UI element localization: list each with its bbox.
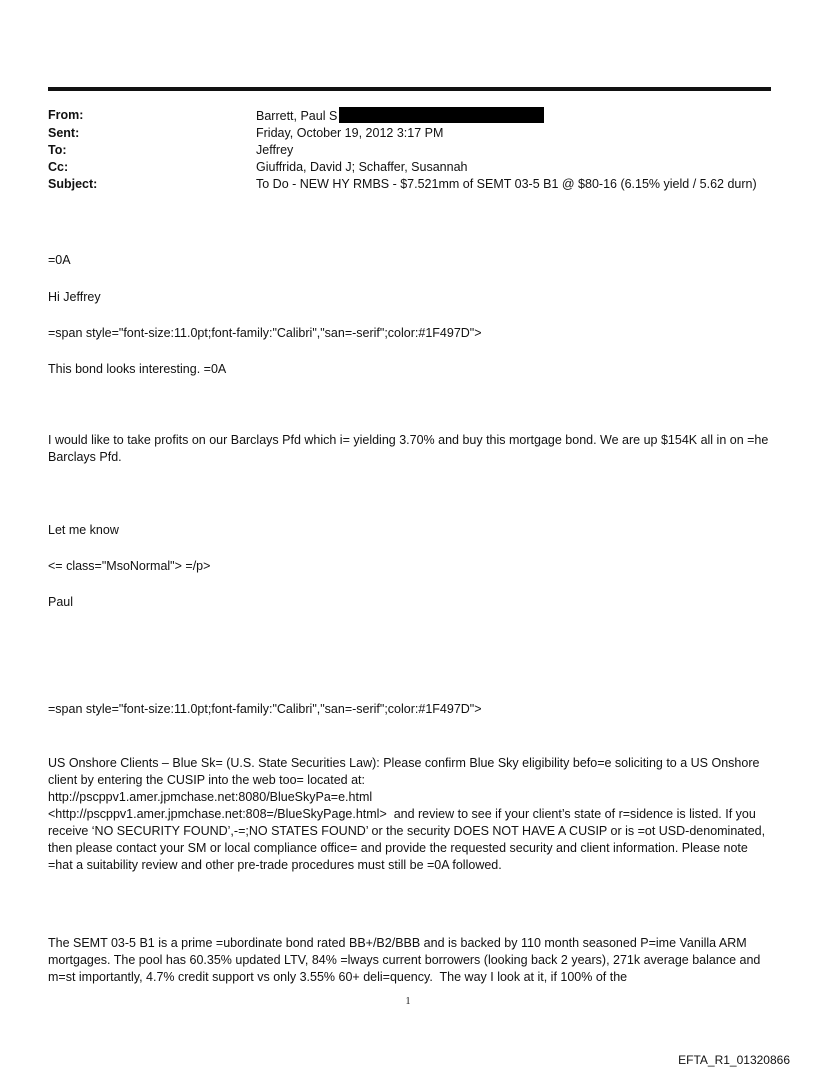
header-divider bbox=[48, 87, 771, 91]
subject-value: To Do - NEW HY RMBS - $7.521mm of SEMT 03-5 B1 @ $80-16 (6.15% yield / 5.62 durn) bbox=[256, 177, 757, 191]
email-header bbox=[48, 107, 768, 193]
body-paragraph: The SEMT 03-5 B1 is a prime =ubordinate bond rated BB+/B2/BBB and is backed by 110 month seasoned P=ime Vanilla ARM mortgages. The pool has 60.35% updated LTV, 84% =lways current borrowers (looking back 2 years), 271k average balance and m=st importantly, 4.7% credit support vs only 3.55% 60+ deli=quency. The way I look at it, if 100% of the bbox=[48, 936, 764, 984]
bates-number: EFTA_R1_01320866 bbox=[678, 1053, 790, 1067]
from-value: Barrett, Paul S bbox=[256, 109, 338, 123]
to-value: Jeffrey bbox=[256, 143, 294, 157]
from-label: From: bbox=[48, 108, 84, 122]
cc-label: Cc: bbox=[48, 160, 69, 174]
body-paragraph: =span style="font-size:11.0pt;font-family:"Calibri","san=-serif";color:#1F497D"> bbox=[48, 702, 482, 716]
redaction-box bbox=[339, 107, 544, 123]
to-label: To: bbox=[48, 143, 67, 157]
subject-row bbox=[48, 176, 768, 193]
body-paragraph: This bond looks interesting. =0A bbox=[48, 362, 227, 376]
greeting: Hi Jeffrey bbox=[48, 290, 101, 304]
cc-row bbox=[48, 159, 768, 176]
body-paragraph: =0A bbox=[48, 253, 71, 267]
subject-label: Subject: bbox=[48, 177, 98, 191]
sent-row bbox=[48, 125, 768, 142]
body-paragraph: I would like to take profits on our Barclays Pfd which i= yielding 3.70% and buy this mortgage bond. We are up $154K all in on =he Barclays Pfd. bbox=[48, 433, 772, 464]
page-number: 1 bbox=[405, 996, 411, 1007]
disclaimer-paragraph: US Onshore Clients – Blue Sk= (U.S. State Securities Law): Please confirm Blue Sky eligibility befo=e soliciting to a US Onshore client by entering the CUSIP into the web too= located at: http://pscppv1.amer.jpmchase.net:8080/BlueSkyPa=e.html <http://pscppv1.amer.jpmchase.net:808=/BlueSkyPage.html> and review to see if your client’s state of r=sidence is listed. If you receive ‘NO SECURITY FOUND’,-=;NO STATES FOUND’ or the security DOES NOT HAVE A CUSIP or is =ot USD-denominated, then please contact your SM or local compliance office= and provide the requested security and client information. Please note =hat a suitability review and other pre-trade procedures must still be =0A followed. bbox=[48, 756, 766, 872]
body-paragraph: =span style="font-size:11.0pt;font-family:"Calibri","san=-serif";color:#1F497D"> bbox=[48, 326, 482, 340]
sent-label: Sent: bbox=[48, 126, 80, 140]
sent-value: Friday, October 19, 2012 3:17 PM bbox=[256, 126, 444, 140]
cc-value: Giuffrida, David J; Schaffer, Susannah bbox=[256, 160, 468, 174]
body-paragraph: Let me know bbox=[48, 523, 119, 537]
body-paragraph: <= class="MsoNormal"> =/p> bbox=[48, 559, 211, 573]
from-row bbox=[48, 107, 768, 125]
signature: Paul bbox=[48, 595, 74, 609]
from-value-wrap bbox=[256, 107, 768, 125]
to-row bbox=[48, 142, 768, 159]
